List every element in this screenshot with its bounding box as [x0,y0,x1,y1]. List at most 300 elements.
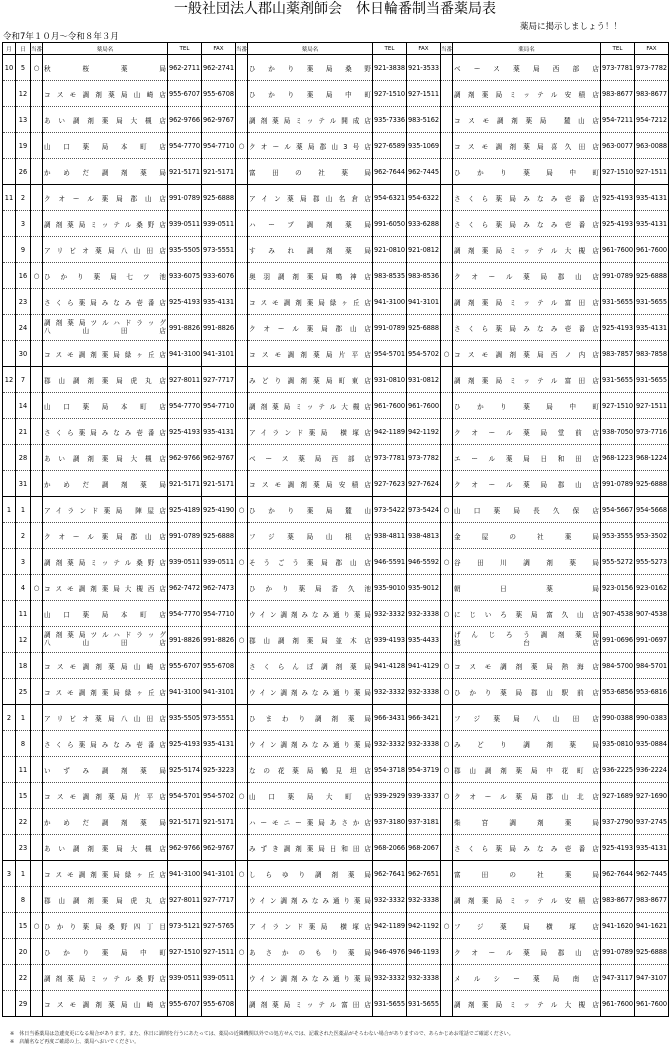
duty-mark-cell [31,627,43,653]
pharmacy-name-cell: ひかり薬局麓山 [248,497,373,523]
duty-mark-cell [236,679,248,705]
pharmacy-name-cell: コスモ調剤薬局山崎店 [43,653,168,679]
pharmacy-name-cell: そうごう薬局郡山店 [248,549,373,575]
fax-cell: 961-7600 [635,237,669,263]
tel-cell: 991-8826 [168,627,202,653]
tel-cell: 991-8826 [168,315,202,341]
table-body [3,55,669,1017]
pharmacy-name-cell: コスモ調剤薬局緑ヶ丘店 [43,861,168,887]
day-cell: 7 [16,367,31,393]
duty-mark-cell [236,81,248,107]
tel-cell: 961-7600 [373,393,407,419]
fax-cell: 939-0511 [202,211,236,237]
tel-cell: 935-9010 [373,575,407,601]
duty-mark-cell [31,861,43,887]
pharmacy-name-cell: ひかり薬局中町 [453,393,601,419]
fax-cell: 946-1193 [407,939,441,965]
day-cell: 8 [16,731,31,757]
duty-mark-cell [31,965,43,991]
duty-mark-cell [31,887,43,913]
month-cell [3,211,16,237]
fax-cell: 983-8677 [635,887,669,913]
fax-cell: 925-6888 [635,263,669,289]
pharmacy-name-cell: コスモ調剤薬局緑ヶ丘店 [43,679,168,705]
table-row [3,549,669,575]
tel-cell: 953-3555 [601,523,635,549]
tel-cell: 968-2066 [373,835,407,861]
fax-cell: 955-6708 [202,991,236,1017]
pharmacy-name-cell: フジ薬局山根店 [248,523,373,549]
duty-schedule-table [2,42,669,1017]
tel-cell: 991-0789 [601,263,635,289]
month-cell [3,107,16,133]
duty-mark-cell [31,523,43,549]
duty-mark-cell [441,263,453,289]
day-cell: 1 [16,861,31,887]
fax-cell: 935-4131 [202,731,236,757]
fax-cell: 921-3533 [407,55,441,81]
duty-mark-cell [236,315,248,341]
duty-mark-cell [31,185,43,211]
pharmacy-name-cell: コスモ調剤薬局喜久田店 [453,133,601,159]
fax-cell: 961-7600 [635,991,669,1017]
pharmacy-name-cell: クオール薬局郡山店 [43,523,168,549]
duty-mark-cell: ○ [441,341,453,367]
pharmacy-name-cell: 郡山調剤薬局並木店 [248,627,373,653]
fax-cell: 927-1511 [635,393,669,419]
duty-mark-cell [31,653,43,679]
tel-cell: 942-1189 [373,419,407,445]
month-cell [3,523,16,549]
tel-cell: 941-3100 [373,289,407,315]
duty-mark-cell [236,575,248,601]
day-cell: 29 [16,991,31,1017]
fax-cell: 973-7782 [407,445,441,471]
pharmacy-name-cell: 調剤薬局ミッテル安積店 [453,81,601,107]
day-cell: 15 [16,783,31,809]
fax-cell: 932-3338 [407,679,441,705]
fax-cell: 925-6888 [202,185,236,211]
table-row [3,315,669,341]
month-cell [3,731,16,757]
table-row [3,367,669,393]
pharmacy-name-cell: アリビオ薬局八山田店 [43,237,168,263]
tel-cell: 931-5655 [601,289,635,315]
duty-mark-cell [31,367,43,393]
day-cell: 22 [16,809,31,835]
fax-cell: 961-7600 [407,393,441,419]
duty-mark-cell [236,263,248,289]
fax-cell: 962-2741 [202,55,236,81]
day-cell: 15 [16,913,31,939]
duty-mark-cell: ○ [236,497,248,523]
pharmacy-name-cell: あい調剤薬局大槻店 [43,445,168,471]
month-cell [3,887,16,913]
tel-cell: 939-0511 [168,211,202,237]
pharmacy-name-cell: 郡山調剤薬局虎丸店 [43,367,168,393]
pharmacy-name-cell: にじいろ薬局富久山店 [453,601,601,627]
pharmacy-name-cell: クオール薬局郡山3号店 [248,133,373,159]
duty-mark-cell [31,809,43,835]
fax-cell: 973-5424 [407,497,441,523]
fax-cell: 991-0697 [635,627,669,653]
fax-cell: 925-3223 [202,757,236,783]
pharmacy-name-cell: クオール薬局郡山北店 [453,783,601,809]
tel-cell: 955-6707 [168,81,202,107]
pharmacy-name-cell: メルシー薬局南店 [453,965,601,991]
tel-cell: 946-4976 [373,939,407,965]
footer-note: ※ 休日当番薬局は急遽変更になる場合があります。また、休日に調剤を行うにあたっては、薬局の近隣機関以外での処方せんでは、記載された医薬品がそろわない場合がありますので、あらかじめお電話でご確認ください。 [10,1031,514,1037]
tel-cell: 925-4193 [601,835,635,861]
pharmacy-name-cell: 調剤薬局ツルハドラッグ 八 山 田 店 [43,315,168,341]
pharmacy-name-cell: しらゆり調剤薬局 [248,861,373,887]
month-cell [3,783,16,809]
table-row [3,679,669,705]
pharmacy-name-cell: アイランド薬局 横塚店 [248,913,373,939]
tel-cell: 925-4189 [168,497,202,523]
duty-mark-cell [31,939,43,965]
month-cell [3,835,16,861]
pharmacy-name-cell: 山口薬局本町店 [43,393,168,419]
pharmacy-name-cell: アリビオ薬局八山田店 [43,705,168,731]
duty-mark-cell: ○ [441,549,453,575]
duty-mark-cell [441,445,453,471]
tel-cell: 927-7623 [373,471,407,497]
pharmacy-name-cell: クオール薬局郡山店 [453,471,601,497]
pharmacy-name-cell: 調剤薬局ミッテル桑野店 [43,965,168,991]
tel-cell: 936-2225 [601,757,635,783]
pharmacy-name-cell: コスモ調剤薬局熱海店 [453,653,601,679]
tel-cell: 954-7770 [168,601,202,627]
tel-cell: 983-8677 [601,81,635,107]
table-row [3,705,669,731]
table-row [3,289,669,315]
fax-cell: 923-0162 [635,575,669,601]
pharmacy-name-cell: コスモ調剤薬局片平店 [248,341,373,367]
duty-mark-cell [31,237,43,263]
tel-cell: 937-2790 [601,809,635,835]
tel-cell: 954-6321 [373,185,407,211]
month-cell [3,991,16,1017]
pharmacy-name-cell: 郡山調剤薬局虎丸店 [43,887,168,913]
duty-mark-cell [31,107,43,133]
tel-cell: 962-9766 [168,107,202,133]
duty-mark-cell [31,757,43,783]
tel-cell: 927-6589 [373,133,407,159]
duty-mark-cell [31,705,43,731]
fax-cell: 935-9012 [407,575,441,601]
fax-cell: 936-2224 [635,757,669,783]
pharmacy-name-cell: ベース薬局西部店 [453,55,601,81]
duty-mark-cell [31,497,43,523]
duty-mark-cell [31,991,43,1017]
tel-cell: 935-7336 [373,107,407,133]
duty-mark-cell: ○ [31,913,43,939]
fax-cell: 931-5655 [635,289,669,315]
duty-mark-cell: ○ [31,263,43,289]
pharmacy-name-cell: 谷田川調剤薬局 [453,549,601,575]
pharmacy-name-cell: ひかり薬局桑野 [248,55,373,81]
tel-cell: 932-3332 [373,601,407,627]
header-name: 薬局名 [453,43,601,55]
fax-cell: 941-4129 [407,653,441,679]
month-cell [3,81,16,107]
tel-cell: 953-6856 [601,679,635,705]
pharmacy-name-cell: 郡山調剤薬局中花町店 [453,757,601,783]
month-cell [3,237,16,263]
month-cell [3,809,16,835]
table-row [3,445,669,471]
month-cell [3,263,16,289]
day-cell: 30 [16,341,31,367]
fax-cell: 955-6708 [202,653,236,679]
header-name: 薬局名 [43,43,168,55]
header-mark: 当番 [236,43,248,55]
duty-mark-cell [31,419,43,445]
tel-cell: 927-1510 [168,939,202,965]
tel-cell: 962-7641 [373,861,407,887]
fax-cell: 921-5171 [202,471,236,497]
pharmacy-name-cell: コスモ調剤薬局山崎店 [43,991,168,1017]
fax-cell: 925-6888 [202,523,236,549]
duty-mark-cell: ○ [236,549,248,575]
tel-cell: 932-3332 [373,887,407,913]
tel-cell: 935-0810 [601,731,635,757]
pharmacy-name-cell: コスモ調剤薬局西ノ内店 [453,341,601,367]
pharmacy-name-cell: ハーモニー薬局あさか店 [248,809,373,835]
duty-mark-cell [236,159,248,185]
duty-mark-cell [236,835,248,861]
tel-cell: 991-0789 [168,185,202,211]
tel-cell: 935-5505 [168,705,202,731]
month-cell [3,601,16,627]
pharmacy-name-cell: ウイン調剤みなみ通り薬局 [248,731,373,757]
pharmacy-name-cell: ウイン調剤みなみ通り薬局 [248,965,373,991]
fax-cell: 953-6816 [635,679,669,705]
table-row [3,237,669,263]
tel-cell: 925-4193 [168,731,202,757]
fax-cell: 962-9767 [202,107,236,133]
duty-mark-cell [441,211,453,237]
pharmacy-name-cell: フジ薬局横塚店 [453,913,601,939]
table-row [3,393,669,419]
pharmacy-name-cell: クオール薬局郡山店 [248,315,373,341]
tel-cell: 927-1510 [601,393,635,419]
month-cell [3,965,16,991]
pharmacy-name-cell: かめだ調剤薬局 [43,471,168,497]
fax-cell: 937-3181 [407,809,441,835]
tel-cell: 946-5591 [373,549,407,575]
header-day: 日 [16,43,31,55]
fax-cell: 942-1192 [407,913,441,939]
duty-mark-cell: ○ [236,627,248,653]
tel-cell: 991-0789 [601,471,635,497]
day-cell: 16 [16,263,31,289]
tel-cell: 939-0511 [168,965,202,991]
pharmacy-name-cell: エール薬局日和田店 [453,445,601,471]
duty-mark-cell [441,887,453,913]
pharmacy-name-cell: 富田の社薬局 [453,861,601,887]
tel-cell: 990-0388 [601,705,635,731]
month-cell: 2 [3,705,16,731]
fax-cell: 927-7717 [202,887,236,913]
pharmacy-name-cell: コスモ調剤薬局 麓山店 [453,107,601,133]
duty-mark-cell [441,835,453,861]
fax-cell: 983-8677 [635,81,669,107]
fax-cell: 925-4190 [202,497,236,523]
tel-cell: 927-8011 [168,367,202,393]
day-cell: 3 [16,211,31,237]
tel-cell: 927-8011 [168,887,202,913]
pharmacy-name-cell: コスモ調剤薬局山崎店 [43,81,168,107]
table-row [3,887,669,913]
month-cell [3,549,16,575]
fax-cell: 941-3101 [202,861,236,887]
fax-cell: 931-5655 [635,367,669,393]
table-row [3,835,669,861]
pharmacy-name-cell: 奥羽調剤薬局鳴神店 [248,263,373,289]
fax-cell: 990-0383 [635,705,669,731]
tel-cell: 963-0077 [601,133,635,159]
day-cell: 23 [16,835,31,861]
tel-cell: 921-5171 [168,471,202,497]
duty-mark-cell [31,289,43,315]
month-cell [3,133,16,159]
header-mark: 当番 [441,43,453,55]
day-cell: 22 [16,965,31,991]
fax-cell: 954-5668 [635,497,669,523]
month-cell [3,913,16,939]
fax-cell: 935-4131 [202,419,236,445]
duty-mark-cell [31,315,43,341]
fax-cell: 935-4131 [635,211,669,237]
fax-cell: 932-3338 [407,887,441,913]
tel-cell: 931-5655 [373,991,407,1017]
pharmacy-name-cell: 調剤薬局ミッテル富田店 [248,991,373,1017]
duty-mark-cell [31,549,43,575]
tel-cell: 941-1620 [601,913,635,939]
pharmacy-name-cell: コスモ調剤薬局片平店 [43,783,168,809]
duty-mark-cell [236,367,248,393]
pharmacy-name-cell: アイランド薬局 横塚店 [248,419,373,445]
duty-mark-cell [236,471,248,497]
fax-cell: 973-5551 [202,705,236,731]
tel-cell: 955-5272 [601,549,635,575]
fax-cell: 925-6888 [635,939,669,965]
tel-cell: 955-6707 [168,653,202,679]
fax-cell: 973-5551 [202,237,236,263]
duty-mark-cell: ○ [441,783,453,809]
tel-cell: 954-5667 [601,497,635,523]
duty-mark-cell [31,211,43,237]
tel-cell: 925-4193 [168,289,202,315]
pharmacy-name-cell: 調剤薬局ミッテル安積店 [453,887,601,913]
tel-cell: 921-3838 [373,55,407,81]
fax-cell: 937-2745 [635,809,669,835]
month-cell [3,627,16,653]
fax-cell: 991-8826 [202,627,236,653]
day-cell: 2 [16,185,31,211]
pharmacy-name-cell: みどり調剤薬局町東店 [248,367,373,393]
fax-cell: 907-4538 [635,601,669,627]
duty-mark-cell [236,887,248,913]
month-cell [3,159,16,185]
day-cell: 1 [16,497,31,523]
pharmacy-name-cell: みどり調剤薬局 [453,731,601,757]
fax-cell: 932-3338 [407,965,441,991]
table-row [3,81,669,107]
duty-mark-cell: ○ [31,55,43,81]
pharmacy-name-cell: コスモ調剤薬局大槻西店 [43,575,168,601]
tel-cell: 939-0511 [168,549,202,575]
header-fax: FAX [635,43,669,55]
pharmacy-name-cell: ひかり薬局桑野四丁目 [43,913,168,939]
tel-cell: 921-0810 [373,237,407,263]
tel-cell: 983-8677 [601,887,635,913]
month-cell [3,653,16,679]
month-cell [3,393,16,419]
fax-cell: 962-9767 [202,835,236,861]
duty-mark-cell [236,523,248,549]
month-cell: 11 [3,185,16,211]
pharmacy-name-cell: 調剤薬局ミッテル大槻店 [453,991,601,1017]
duty-mark-cell [31,393,43,419]
day-cell: 19 [16,133,31,159]
day-cell: 18 [16,653,31,679]
table-row [3,627,669,653]
pharmacy-name-cell: あい調剤薬局大槻店 [43,107,168,133]
duty-mark-cell: ○ [441,679,453,705]
fax-cell: 954-6322 [407,185,441,211]
month-cell: 1 [3,497,16,523]
pharmacy-name-cell: ベース薬局西部店 [248,445,373,471]
table-row [3,575,669,601]
pharmacy-name-cell: あい調剤薬局大槻店 [43,835,168,861]
fax-cell: 962-7651 [407,861,441,887]
day-cell: 8 [16,887,31,913]
duty-mark-cell [31,445,43,471]
fax-cell: 954-5702 [202,783,236,809]
duty-mark-cell [441,575,453,601]
tel-cell: 954-7211 [601,107,635,133]
pharmacy-name-cell: 調剤薬局ミッテル富田店 [453,367,601,393]
duty-mark-cell [441,939,453,965]
duty-mark-cell [31,471,43,497]
duty-mark-cell [441,861,453,887]
day-cell: 4 [16,575,31,601]
header-mark: 当番 [31,43,43,55]
month-cell [3,575,16,601]
fax-cell: 955-5273 [635,549,669,575]
duty-mark-cell [236,991,248,1017]
table-row [3,55,669,81]
tel-cell: 984-5700 [601,653,635,679]
fax-cell: 925-6888 [635,471,669,497]
fax-cell: 941-3101 [202,679,236,705]
duty-mark-cell [441,523,453,549]
duty-mark-cell [441,991,453,1017]
tel-cell: 966-3431 [373,705,407,731]
tel-cell: 954-5701 [373,341,407,367]
pharmacy-name-cell: 調剤薬局ミッテル大槻店 [453,237,601,263]
tel-cell: 938-4811 [373,523,407,549]
tel-cell: 961-7600 [601,237,635,263]
pharmacy-name-cell: フジ薬局八山田店 [453,705,601,731]
tel-cell: 942-1189 [373,913,407,939]
fax-cell: 933-6288 [407,211,441,237]
tel-cell: 925-4193 [601,315,635,341]
tel-cell: 932-3332 [373,731,407,757]
